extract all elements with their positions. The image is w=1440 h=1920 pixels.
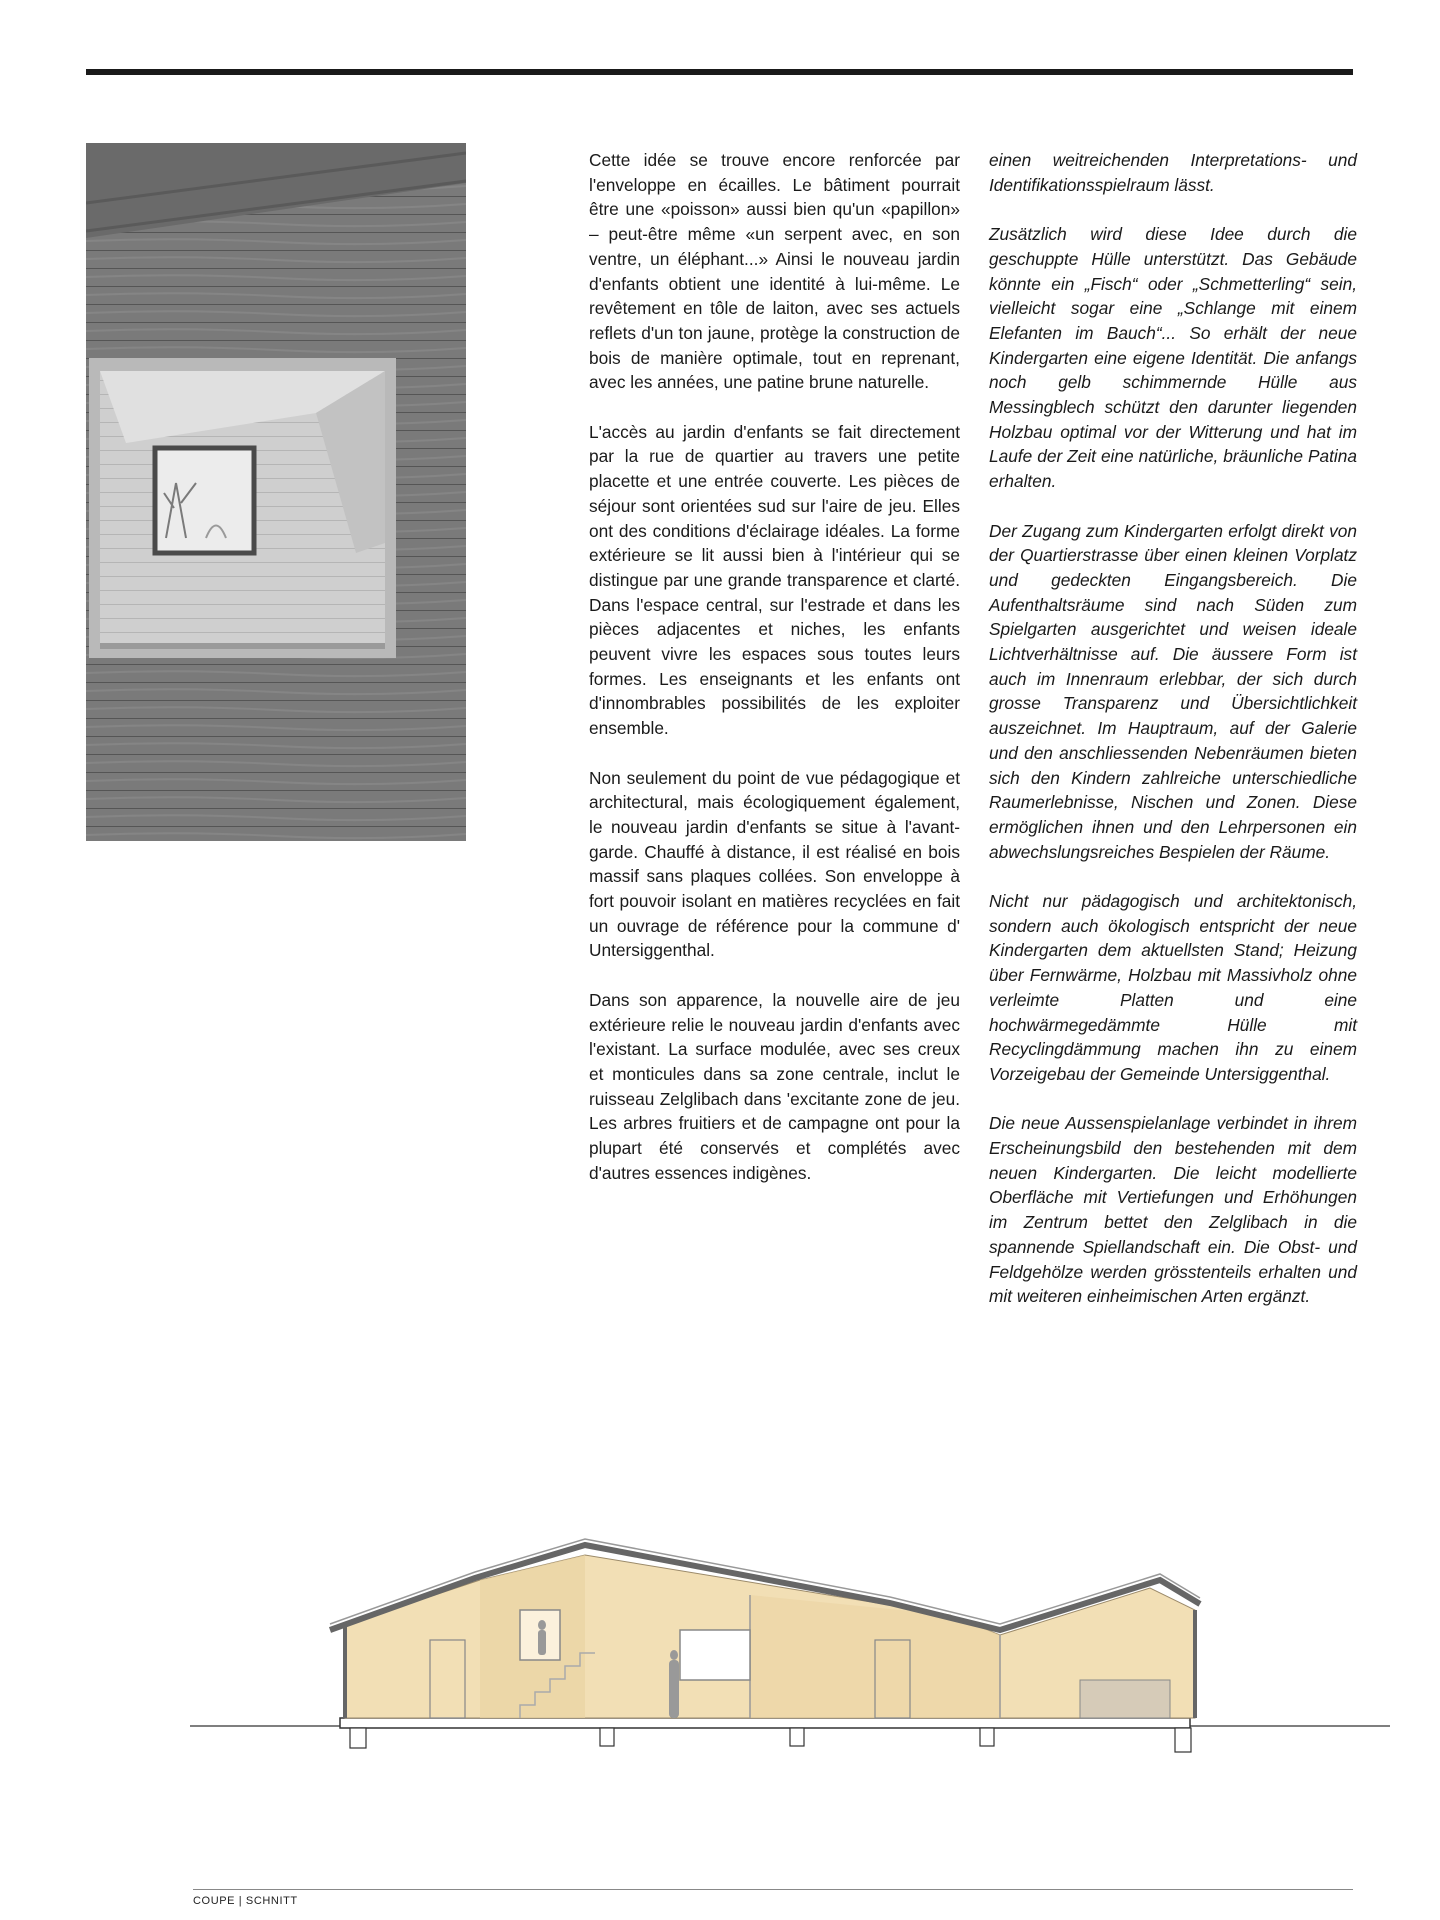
german-paragraph: Die neue Aussenspielanlage verbindet in ihrem Erscheinungsbild den bestehenden mit dem neuen Kindergarten. Die leicht modellierte Oberfläche mit Vertiefungen und Erhöhungen im Zentrum bettet den Zelglibach in die spannende Spiellandschaft ein. Die Obst- und Feldgehölze werden grösstenteils erhalten und mit weiteren einheimischen Arten ergänzt. bbox=[989, 1113, 1357, 1307]
german-paragraph: Der Zugang zum Kindergarten erfolgt direkt von der Quartierstrasse über einen kleinen Vorplatz und gedeckten Eingangsbereich. Die Aufenthaltsräume sind nach Süden zum Spielgarten ausgerichtet und weisen ideale Lichtverhältnisse auf. Die äussere Form ist auch im Innenraum erlebbar, der sich durch grosse Transparenz und Übersichtlichkeit auszeichnet. Im Hauptraum, auf der Galerie und den anschliessenden Nebenräumen bieten sich den Kindern zahlreiche unterschiedliche Raumerlebnisse, Nischen und Zonen. Diese ermöglichen ihnen und den Lehrpersonen ein abwechslungsreiches Bespielen der Räume. bbox=[989, 520, 1357, 862]
interior-window-photo bbox=[86, 143, 466, 841]
french-paragraph: Dans son apparence, la nouvelle aire de jeu extérieure relie le nouveau jardin d'enfants avec l'existant. La surface modulée, avec ses creux et monticules dans sa zone centrale, inclut le ruisseau Zelglibach dans 'excitante zone de jeu. Les arbres fruitiers et de campagne ont pour la plupart été conservés et complétés avec d'autres essences indigènes. bbox=[589, 989, 960, 1183]
figure-caption: COUPE | SCHNITT bbox=[193, 1895, 298, 1907]
german-paragraph: einen weitreichenden Interpretations- und Identifikationsspielraum lässt. bbox=[989, 150, 1357, 195]
french-text-column bbox=[589, 148, 960, 1210]
german-paragraph: Nicht nur pädagogisch und architektonisch, sondern auch ökologisch entspricht der neue Kindergarten dem aktuellsten Stand; Heizung über Fernwärme, Holzbau mit Massivholz ohne verleimte Platten und eine hochwärmegedämmte Hülle mit Recyclingdämmung machen ihn zu einem Vorzeigebau der Gemeinde Untersiggenthal. bbox=[989, 891, 1357, 1084]
german-text-column bbox=[989, 148, 1357, 1334]
building-section-drawing bbox=[190, 1500, 1390, 1790]
french-paragraph: Cette idée se trouve encore renforcée par l'enveloppe en écailles. Le bâtiment pourrait être une «poisson» aussi bien qu'un «papillon» – peut-être même «un serpent avec, en son ventre, un éléphant...» Ainsi le nouveau jardin d'enfants obtient une identité à lui-même. Le revêtement en tôle de laiton, avec ses actuels reflets d'un ton jaune, protège la construction de bois de manière optimale, tout en reprenant, avec les années, une patine brune naturelle. bbox=[589, 150, 960, 393]
german-paragraph: Zusätzlich wird diese Idee durch die geschuppte Hülle unterstützt. Das Gebäude könnte ein „Fisch“ oder „Schmetterling“ sein, vielleicht sogar eine „Schlange mit einem Elefanten im Bauch“... So erhält der neue Kindergarten eine eigene Identität. Die anfangs noch gelb schimmernde Hülle aus Messingblech schützt den darunter liegenden Holzbau optimal vor der Witterung und hat im Laufe der Zeit eine natürliche, bräunliche Patina erhalten. bbox=[989, 224, 1357, 492]
french-paragraph: Non seulement du point de vue pédagogique et architectural, mais écologiquement également, le nouveau jardin d'enfants se situe à l'avant-garde. Chauffé à distance, il est réalisé en bois massif sans plaques collées. Son enveloppe à fort pouvoir isolant en matières recyclées en fait un ouvrage de référence pour la commune d' Untersiggenthal. bbox=[589, 767, 960, 961]
bottom-rule bbox=[193, 1889, 1353, 1890]
french-paragraph: L'accès au jardin d'enfants se fait directement par la rue de quartier au travers une petite placette et une entrée couverte. Les pièces de séjour sont orientées sud sur l'aire de jeu. Elles ont des conditions d'éclairage idéales. La forme extérieure se lit aussi bien à l'intérieur qui se distingue par une grande transparence et clarté. Dans l'espace central, sur l'estrade et dans les pièces adjacentes et niches, les enfants peuvent vivre les espaces sous toutes leurs formes. Les enseignants et les enfants ont d'innombrables possibilités de les exploiter ensemble. bbox=[589, 421, 960, 739]
top-rule bbox=[86, 69, 1353, 75]
